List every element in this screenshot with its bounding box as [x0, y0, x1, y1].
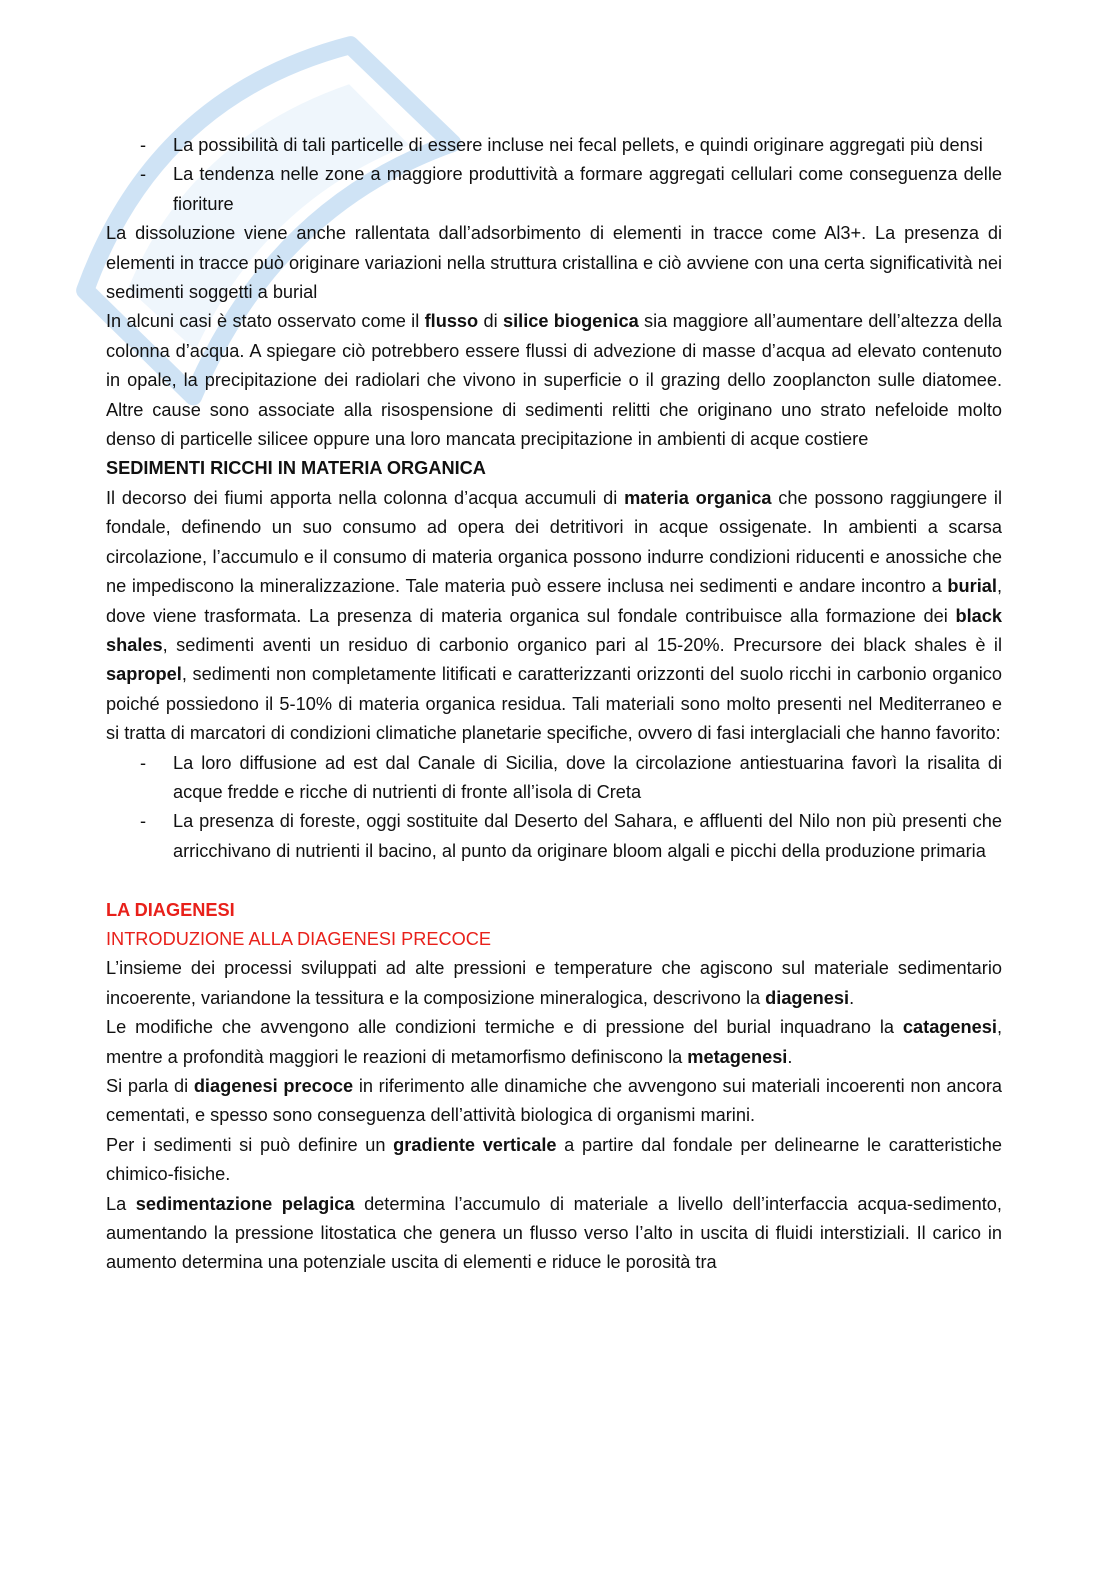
- list-dash: -: [140, 752, 147, 773]
- paragraph-diagenesi-precoce: Si parla di diagenesi precoce in riferimento alle dinamiche che avvengono sui materiali incoerenti non ancora cementati, e spesso sono conseguenza dell’attività biologica di organismi marini.: [106, 1075, 1002, 1126]
- bullet-list-interglacial: [106, 749, 1002, 867]
- list-dash: -: [140, 135, 147, 155]
- list-dash: -: [140, 811, 147, 832]
- paragraph-diagenesi-definition: L’insieme dei processi sviluppati ad alte pressioni e temperature che agiscono sul materiale sedimentario incoerente, variandone la tessitura e la composizione mineralogica, descrivono la diagenesi.: [106, 958, 1002, 1008]
- list-item: [106, 807, 1002, 866]
- list-item-text: La possibilità di tali particelle di essere incluse nei fecal pellets, e quindi originare aggregati più densi: [173, 135, 983, 155]
- blank-line: [106, 866, 1002, 895]
- chapter-heading-diagenesi: LA DIAGENESI: [106, 899, 235, 920]
- paragraph-organic-matter: Il decorso dei fiumi apporta nella colonna d’acqua accumuli di materia organica che possono raggiungere il fondale, definendo un suo consumo ad opera dei detritivori in acque ossigenate. In ambienti a scarsa circolazione, l’accumulo e il consumo di materia organica possono indurre condizioni riducenti e anossiche che ne impediscono la mineralizzazione. Tale materia può essere inclusa nei sedimenti e andare incontro a burial, dove viene trasformata. La presenza di materia organica sul fondale contribuisce alla formazione dei black shales, sedimenti aventi un residuo di carbonio organico pari al 15-20%. Precursore dei black shales è il sapropel, sedimenti non completamente litificati e caratterizzanti orizzonti del suolo ricchi in carbonio organico poiché possiedono il 5-10% di materia organica residua. Tali materiali sono molto presenti nel Mediterraneo e si tratta di marcatori di condizioni climatiche planetarie specifiche, ovvero di fasi interglaciali che hanno favorito:: [106, 487, 1003, 744]
- list-item: [106, 749, 1002, 808]
- section-heading-organic-sediments: SEDIMENTI RICCHI IN MATERIA ORGANICA: [106, 458, 486, 479]
- paragraph-biogenic-silica: In alcuni casi è stato osservato come il flusso di silice biogenica sia maggiore all’aumentare dell’altezza della colonna d’acqua. A spiegare ciò potrebbero essere flussi di advezione di masse d’acqua ad elevato contenuto in opale, la precipitazione dei radiolari che vivono in superficie o il grazing dello zooplancton sulle diatomee. Altre cause sono associate alla risospensione di sedimenti relitti che originano uno strato nefeloide molto denso di particelle silicee oppure una loro mancata precipitazione in ambienti di acque costiere: [106, 311, 1002, 450]
- list-item-text: La presenza di foreste, oggi sostituite dal Deserto del Sahara, e affluenti del Nilo non più presenti che arricchivano di nutrienti il bacino, al punto da originare bloom algali e picchi della produzione primaria: [173, 811, 1002, 861]
- list-item: [106, 131, 1002, 160]
- paragraph-dissolution: La dissoluzione viene anche rallentata dall’adsorbimento di elementi in tracce come Al3+. La presenza di elementi in tracce può originare variazioni nella struttura cristallina e ciò avviene con una certa significatività nei sedimenti soggetti a burial: [106, 223, 1002, 303]
- list-item: [106, 160, 1002, 219]
- paragraph-sedimentazione: La sedimentazione pelagica determina l’accumulo di materiale a livello dell’interfaccia acqua-sedimento, aumentando la pressione litostatica che genera un flusso verso l’alto in uscita di fluidi interstiziali. Il carico in aumento determina una potenziale uscita di elementi e riduce le porosità tra: [106, 1193, 1002, 1273]
- section-heading-diagenesi-precoce: INTRODUZIONE ALLA DIAGENESI PRECOCE: [106, 928, 492, 949]
- paragraph-gradiente: Per i sedimenti si può definire un gradiente verticale a partire dal fondale per delinearne le caratteristiche chimico-fisiche.: [106, 1134, 1002, 1185]
- list-item-text: La loro diffusione ad est dal Canale di Sicilia, dove la circolazione antiestuarina favorì la risalita di acque fredde e ricche di nutrienti di fronte all’isola di Creta: [173, 752, 1002, 802]
- list-item-text: La tendenza nelle zone a maggiore produttività a formare aggregati cellulari come conseguenza delle fioriture: [173, 164, 1002, 214]
- document-page: [106, 131, 1002, 1278]
- paragraph-catagenesi: Le modifiche che avvengono alle condizioni termiche e di pressione del burial inquadrano la catagenesi, mentre a profondità maggiori le reazioni di metamorfismo definiscono la metagenesi.: [106, 1017, 1002, 1067]
- bullet-list-particles: [106, 131, 1002, 219]
- list-dash: -: [140, 164, 147, 185]
